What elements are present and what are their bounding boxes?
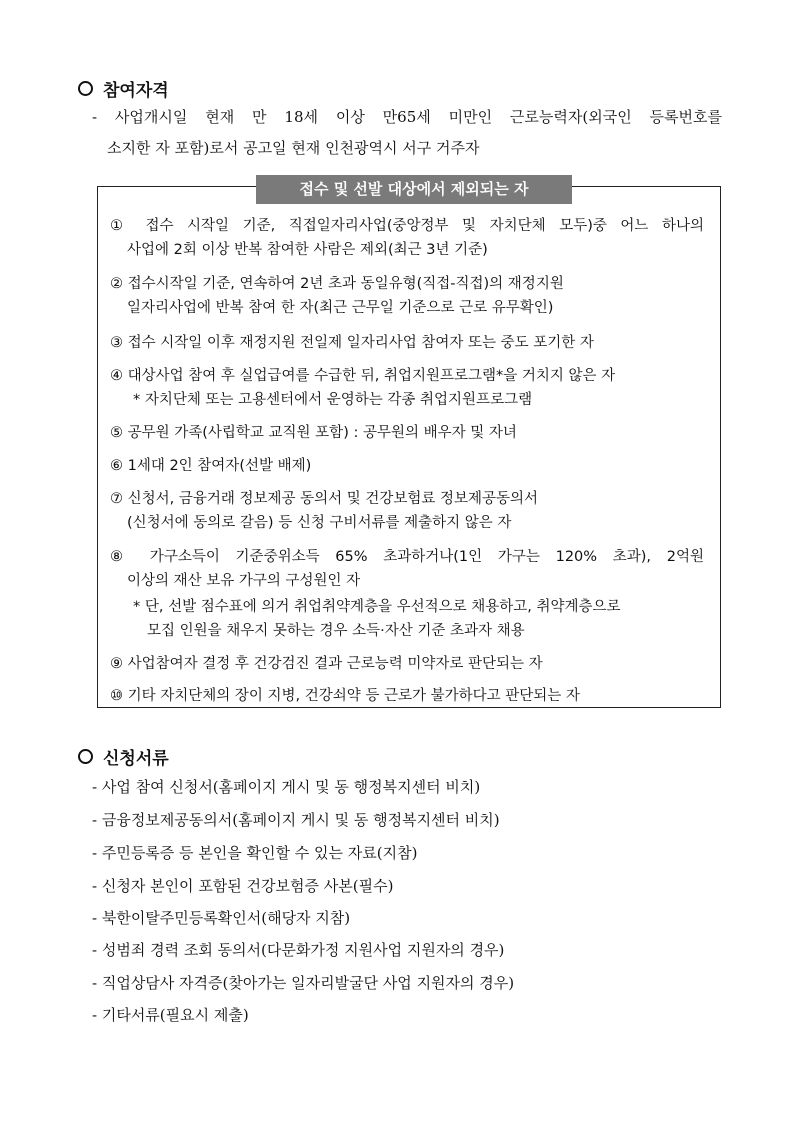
- exclusion-box-title: 접수 및 선발 대상에서 제외되는 자: [256, 175, 572, 204]
- exclusion-item-3: ③ 접수 시작일 이후 재정지원 전일제 일자리사업 참여자 또는 중도 포기한 자: [110, 335, 594, 351]
- exclusion-item-6: ⑥ 1세대 2인 참여자(선발 배제): [110, 458, 312, 474]
- document-item: - 성범죄 경력 조회 동의서(다문화가정 지원사업 지원자의 경우): [92, 941, 505, 959]
- exclusion-item-8: ⑧ 가구소득이 기준중위소득 65% 초과하거나(1인 가구는 120% 초과), 2억원: [110, 549, 704, 565]
- exclusion-item-2-cont: 일자리사업에 반복 참여 한 자(최근 근무일 기준으로 근로 유무확인): [127, 300, 554, 316]
- exclusion-item-1-cont: 사업에 2회 이상 반복 참여한 사람은 제외(최근 3년 기준): [127, 242, 488, 258]
- document-item: - 직업상담사 자격증(찾아가는 일자리발굴단 사업 지원자의 경우): [92, 974, 515, 992]
- exclusion-item-1: ① 접수 시작일 기준, 직접일자리사업(중앙정부 및 자치단체 모두)중 어느 하나의: [110, 218, 704, 234]
- exclusion-item-8-note-cont: 모집 인원을 채우지 못하는 경우 소득·자산 기준 초과자 채용: [147, 623, 525, 639]
- exclusion-item-7: ⑦ 신청서, 금융거래 정보제공 동의서 및 건강보험료 정보제공동의서: [110, 491, 539, 507]
- exclusion-item-10: ⑩ 기타 자치단체의 장이 지병, 건강쇠약 등 근로가 불가하다고 판단되는 자: [110, 688, 580, 704]
- eligibility-line-1: - 사업개시일 현재 만 18세 이상 만65세 미만인 근로능력자(외국인 등록번호를: [92, 108, 722, 126]
- exclusion-item-4: ④ 대상사업 참여 후 실업급여를 수급한 뒤, 취업지원프로그램*을 거치지 않은 자: [110, 368, 616, 384]
- exclusion-item-7-cont: (신청서에 동의로 갈음) 등 신청 구비서류를 제출하지 않은 자: [127, 515, 512, 531]
- document-item: - 기타서류(필요시 제출): [92, 1006, 249, 1024]
- exclusion-item-8-cont: 이상의 재산 보유 가구의 구성원인 자: [127, 573, 361, 589]
- exclusion-item-2: ② 접수시작일 기준, 연속하여 2년 초과 동일유형(직접-직접)의 재정지원: [110, 276, 564, 292]
- document-item: - 신청자 본인이 포함된 건강보험증 사본(필수): [92, 877, 394, 895]
- document-item: - 사업 참여 신청서(홈페이지 게시 및 동 행정복지센터 비치): [92, 778, 481, 796]
- document-item: - 주민등록증 등 본인을 확인할 수 있는 자료(지참): [92, 844, 418, 862]
- document-item: - 금융정보제공동의서(홈페이지 게시 및 동 행정복지센터 비치): [92, 811, 500, 829]
- exclusion-item-4-note: * 자치단체 또는 고용센터에서 운영하는 각종 취업지원프로그램: [133, 392, 533, 408]
- circle-bullet-icon: [78, 81, 93, 96]
- section-title-eligibility: 참여자격: [78, 76, 169, 101]
- exclusion-item-5: ⑤ 공무원 가족(사립학교 교직원 포함) : 공무원의 배우자 및 자녀: [110, 425, 517, 441]
- document-item: - 북한이탈주민등록확인서(해당자 지참): [92, 909, 351, 927]
- circle-bullet-icon: [78, 749, 93, 764]
- section-title-documents: 신청서류: [78, 744, 169, 769]
- eligibility-line-2: 소지한 자 포함)로서 공고일 현재 인천광역시 서구 거주자: [107, 139, 480, 157]
- exclusion-item-8-note: * 단, 선발 점수표에 의거 취업취약계층을 우선적으로 채용하고, 취약계층으로: [133, 599, 621, 615]
- exclusion-item-9: ⑨ 사업참여자 결정 후 건강검진 결과 근로능력 미약자로 판단되는 자: [110, 656, 543, 672]
